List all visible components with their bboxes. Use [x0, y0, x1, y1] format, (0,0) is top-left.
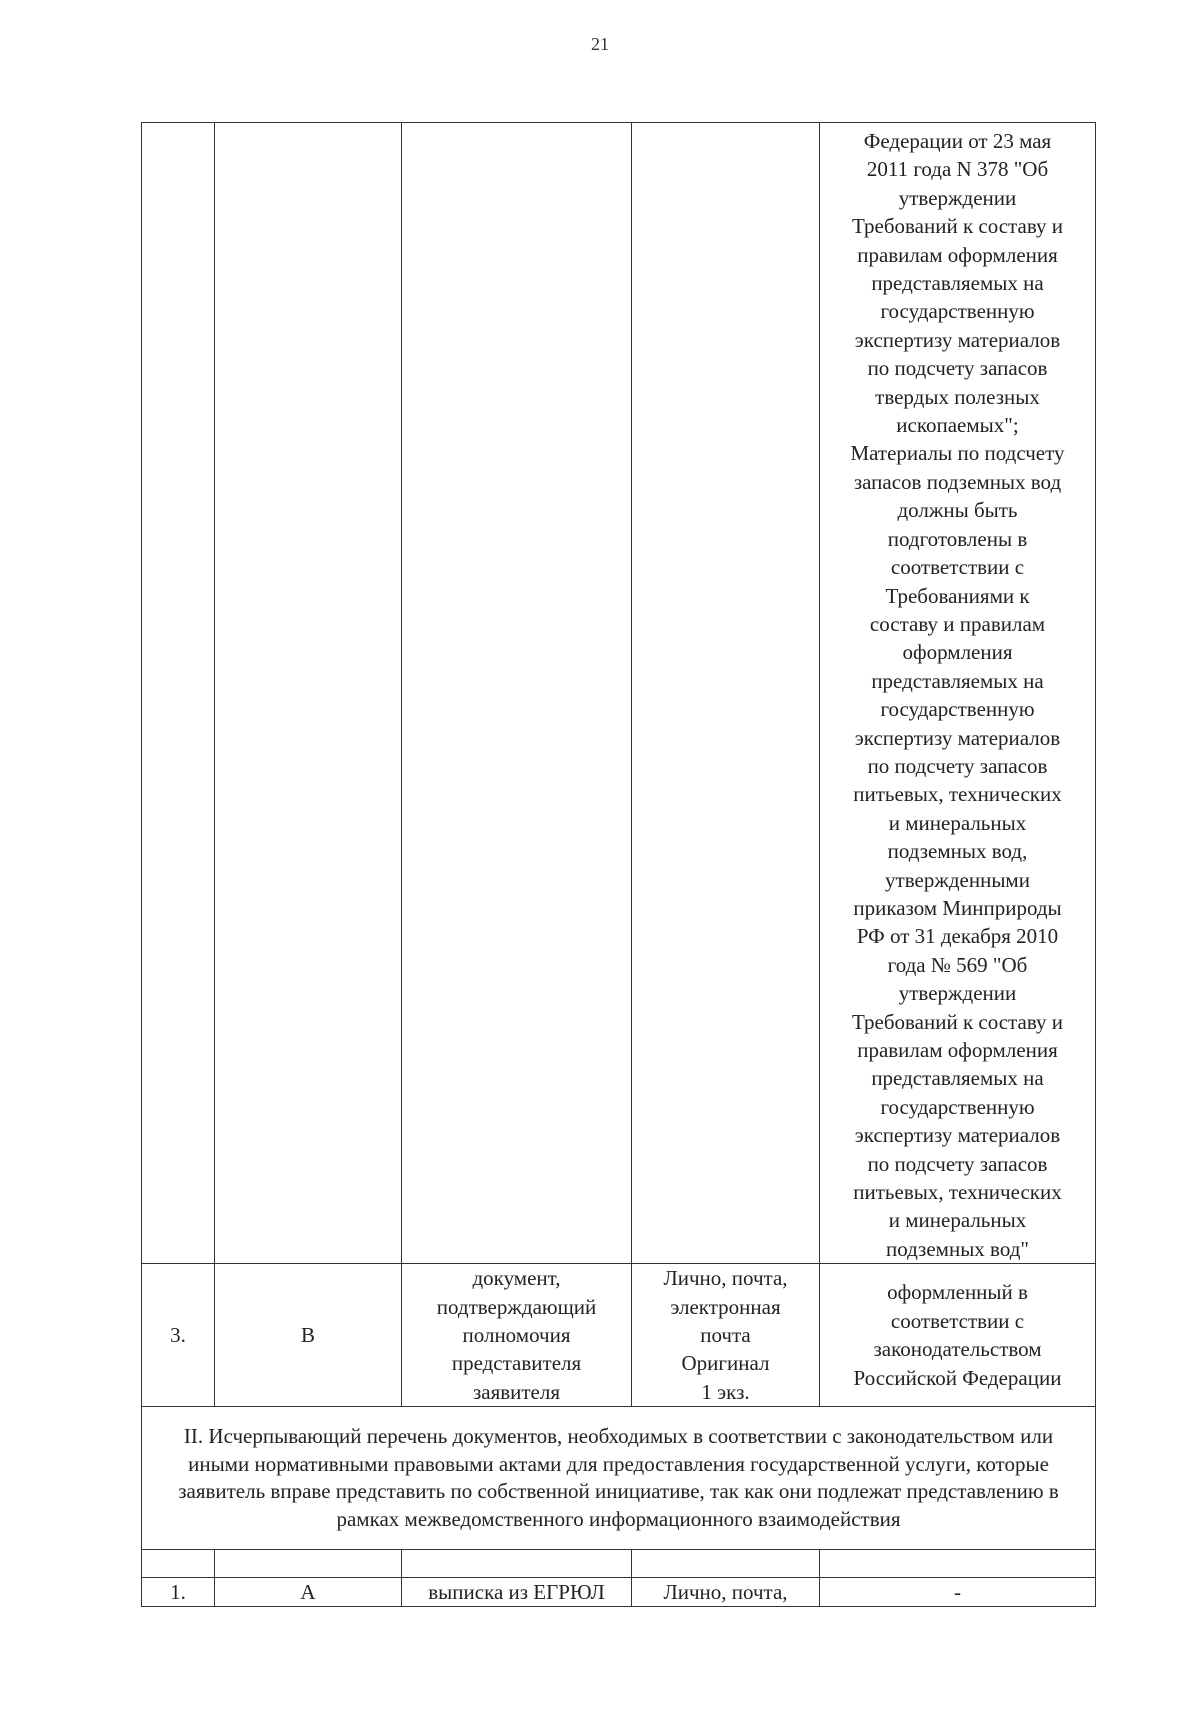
page-number: 21 [591, 34, 609, 54]
cell-submission: Лично, почта, электронная почта Оригинал 1 экз. [632, 1264, 820, 1407]
cell-empty [402, 1550, 632, 1578]
cell-empty [820, 1550, 1096, 1578]
section-heading-row [142, 1407, 1096, 1550]
cell-submission [632, 123, 820, 1264]
table-row-continuation [142, 123, 1096, 1264]
cell-number [142, 123, 215, 1264]
table-row-3 [142, 1264, 1096, 1407]
cell-document [402, 123, 632, 1264]
cell-number: 3. [142, 1264, 215, 1407]
section-heading: II. Исчерпывающий перечень документов, необходимых в соответствии с законодательством или иными нормативными правовыми актами для предоставления государственной услуги, которые заявитель вправе представить по собственной инициативе, так как они подлежат представлению в рамках межведомственного информационного взаимодействия [142, 1407, 1096, 1550]
cell-submission: Лично, почта, [632, 1578, 820, 1607]
cell-legal-basis: - [820, 1578, 1096, 1607]
cell-category: А [215, 1578, 402, 1607]
cell-empty [142, 1550, 215, 1578]
cell-category: В [215, 1264, 402, 1407]
cell-legal-basis: Федерации от 23 мая 2011 года N 378 "Об утверждении Требований к составу и правилам оформления представляемых на государственную экспертизу материалов по подсчету запасов твердых полезных ископаемых"; Материалы по подсчету запасов подземных вод должны быть подготовлены в соответствии с Требованиями к составу и правилам оформления представляемых на государственную экспертизу материалов по подсчету запасов питьевых, технических и минеральных подземных вод, утвержденными приказом Минприроды РФ от 31 декабря 2010 года № 569 "Об утверждении Требований к составу и правилам оформления представляемых на государственную экспертизу материалов по подсчету запасов питьевых, технических и минеральных подземных вод" [820, 123, 1096, 1264]
cell-empty [632, 1550, 820, 1578]
cell-legal-basis: оформленный в соответствии с законодательством Российской Федерации [820, 1264, 1096, 1407]
cell-empty [215, 1550, 402, 1578]
cell-number: 1. [142, 1578, 215, 1607]
table-row-1 [142, 1578, 1096, 1607]
documents-table [141, 122, 1096, 1607]
table-row-empty [142, 1550, 1096, 1578]
cell-category [215, 123, 402, 1264]
cell-document: документ, подтверждающий полномочия представителя заявителя [402, 1264, 632, 1407]
cell-document: выписка из ЕГРЮЛ [402, 1578, 632, 1607]
